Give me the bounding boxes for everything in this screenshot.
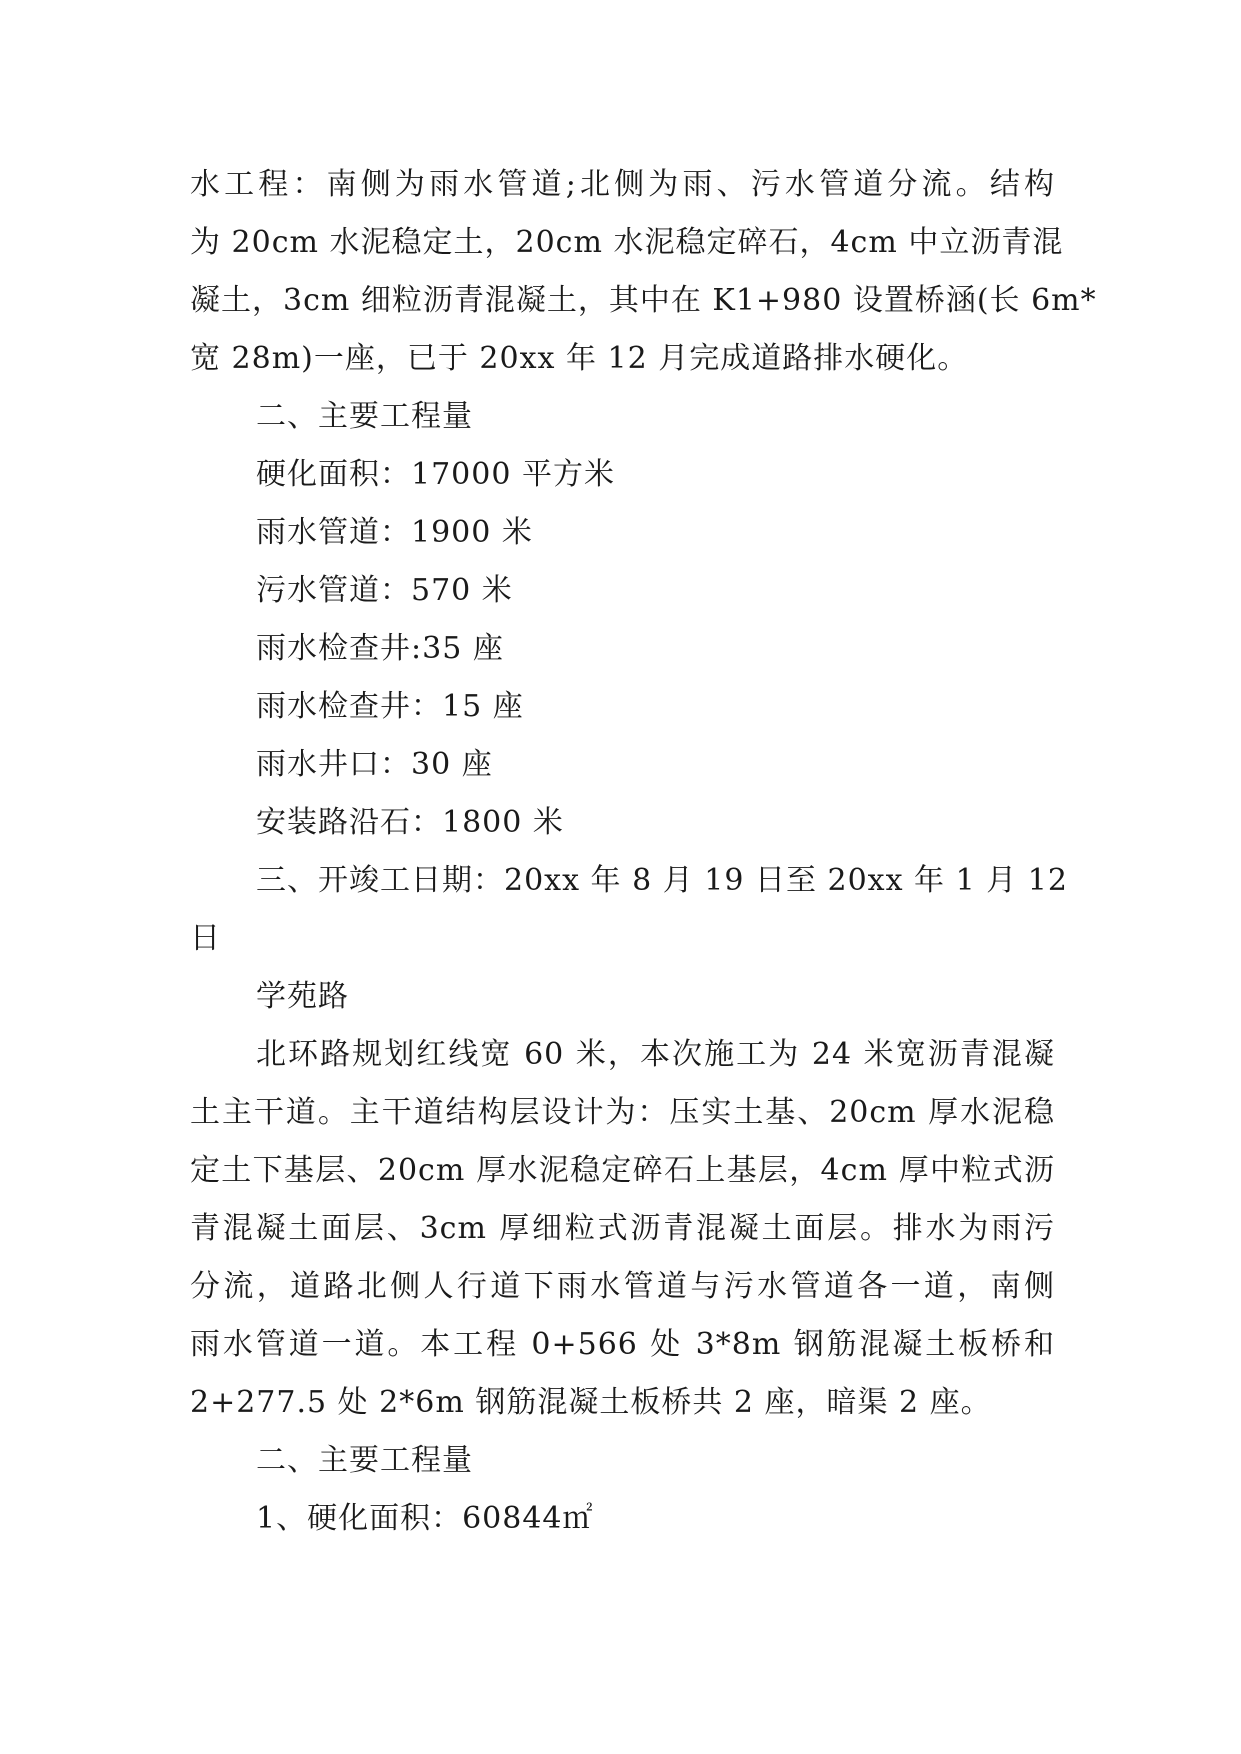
section-heading: 二、主要工程量 [256, 399, 473, 434]
paragraph-line: 土主干道。主干道结构层设计为：压实土基、20cm 厚水泥稳 [190, 1095, 1055, 1130]
paragraph-line: 水工程：南侧为雨水管道;北侧为雨、污水管道分流。结构 [190, 167, 1055, 202]
quantity-item: 安装路沿石：1800 米 [256, 805, 564, 840]
quantity-item: 雨水井口：30 座 [256, 747, 493, 782]
paragraph-line: 2+277.5 处 2*6m 钢筋混凝土板桥共 2 座，暗渠 2 座。 [190, 1385, 992, 1420]
quantity-item: 污水管道：570 米 [256, 573, 513, 608]
paragraph-line: 定土下基层、20cm 厚水泥稳定碎石上基层，4cm 厚中粒式沥 [190, 1153, 1055, 1188]
paragraph-line: 凝土，3cm 细粒沥青混凝土，其中在 K1+980 设置桥涵(长 6m* [190, 283, 1097, 318]
paragraph-line: 青混凝土面层、3cm 厚细粒式沥青混凝土面层。排水为雨污 [190, 1211, 1055, 1246]
paragraph-line: 日 [190, 921, 221, 956]
paragraph-line: 雨水管道一道。本工程 0+566 处 3*8m 钢筋混凝土板桥和 [190, 1327, 1055, 1362]
section-title: 学苑路 [256, 979, 349, 1014]
quantity-item: 雨水管道：1900 米 [256, 515, 533, 550]
quantity-item: 雨水检查井：15 座 [256, 689, 524, 724]
paragraph-line: 宽 28m)一座，已于 20xx 年 12 月完成道路排水硬化。 [190, 341, 969, 376]
quantity-item: 硬化面积：17000 平方米 [256, 457, 615, 492]
quantity-item: 1、硬化面积：60844㎡ [256, 1501, 594, 1536]
paragraph-line: 分流，道路北侧人行道下雨水管道与污水管道各一道，南侧 [190, 1269, 1055, 1304]
quantity-item: 雨水检查井:35 座 [256, 631, 504, 666]
section-heading: 三、开竣工日期：20xx 年 8 月 19 日至 20xx 年 1 月 12 [256, 863, 1068, 898]
section-heading: 二、主要工程量 [256, 1443, 473, 1478]
paragraph-line: 为 20cm 水泥稳定土，20cm 水泥稳定碎石，4cm 中立沥青混 [190, 225, 1064, 260]
paragraph-line: 北环路规划红线宽 60 米，本次施工为 24 米宽沥青混凝 [256, 1037, 1055, 1072]
